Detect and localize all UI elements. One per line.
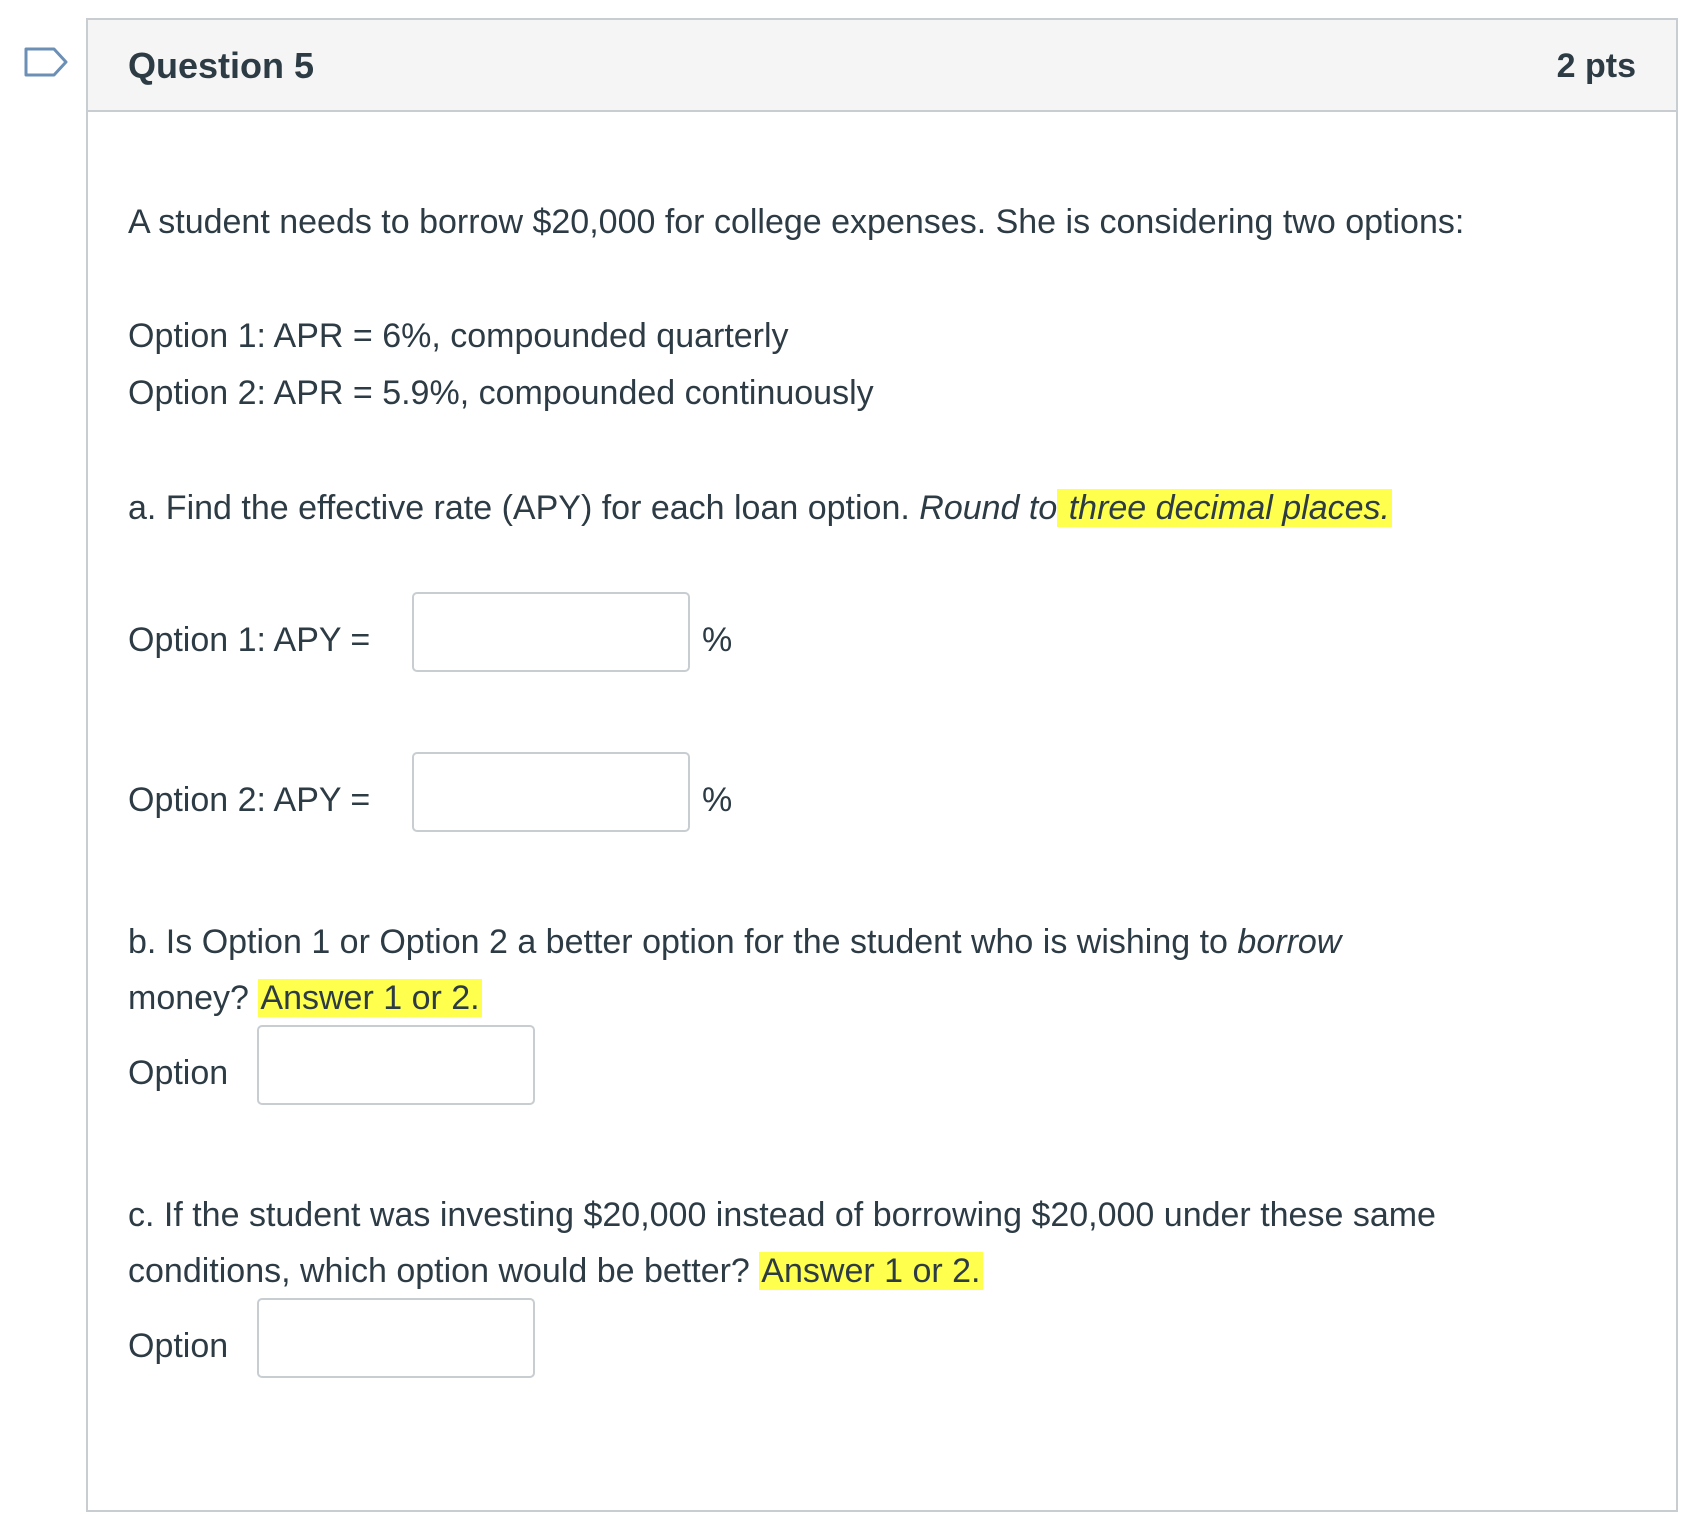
question-points: 2 pts	[1556, 47, 1636, 85]
part-b-italic: borrow	[1237, 923, 1342, 961]
part-c-option-label: Option	[128, 1327, 229, 1365]
part-c-text-2: conditions, which option would be better?	[128, 1252, 760, 1290]
part-c-prompt-line1: c. If the student was investing $20,000 instead of borrowing $20,000 under these same	[128, 1196, 1436, 1234]
option-1-apy-input[interactable]	[412, 592, 690, 672]
part-b-option-label: Option	[128, 1054, 229, 1092]
part-c-option-input[interactable]	[257, 1298, 535, 1378]
question-header	[88, 20, 1676, 112]
question-title: Question 5	[128, 45, 315, 86]
option-2-apy-unit: %	[702, 781, 733, 819]
part-c-prompt-line2	[128, 1249, 983, 1293]
part-b-prompt-line2	[128, 976, 482, 1020]
part-b-prompt-line1	[128, 920, 1341, 964]
option-1-apy-unit: %	[702, 621, 733, 659]
part-a-text: a. Find the effective rate (APY) for each loan option.	[128, 489, 920, 527]
option-2-text: Option 2: APR = 5.9%, compounded continuously	[128, 374, 874, 412]
part-a-highlight: three decimal places.	[1059, 489, 1390, 527]
part-a-prompt	[128, 486, 1392, 530]
option-2-apy-label: Option 2: APY =	[128, 781, 371, 819]
part-a-italic: Round to	[919, 489, 1058, 527]
part-b-highlight: Answer 1 or 2.	[260, 979, 480, 1017]
part-b-text: b. Is Option 1 or Option 2 a better option for the student who is wishing to	[128, 923, 1238, 961]
part-b-text-2: money?	[128, 979, 259, 1017]
option-1-apy-label: Option 1: APY =	[128, 621, 371, 659]
part-c-highlight: Answer 1 or 2.	[761, 1252, 981, 1290]
bookmark-flag-icon[interactable]	[24, 47, 68, 77]
part-b-option-input[interactable]	[257, 1025, 535, 1105]
question-intro: A student needs to borrow $20,000 for college expenses. She is considering two options:	[128, 203, 1465, 241]
option-1-text: Option 1: APR = 6%, compounded quarterly	[128, 317, 789, 355]
option-2-apy-input[interactable]	[412, 752, 690, 832]
